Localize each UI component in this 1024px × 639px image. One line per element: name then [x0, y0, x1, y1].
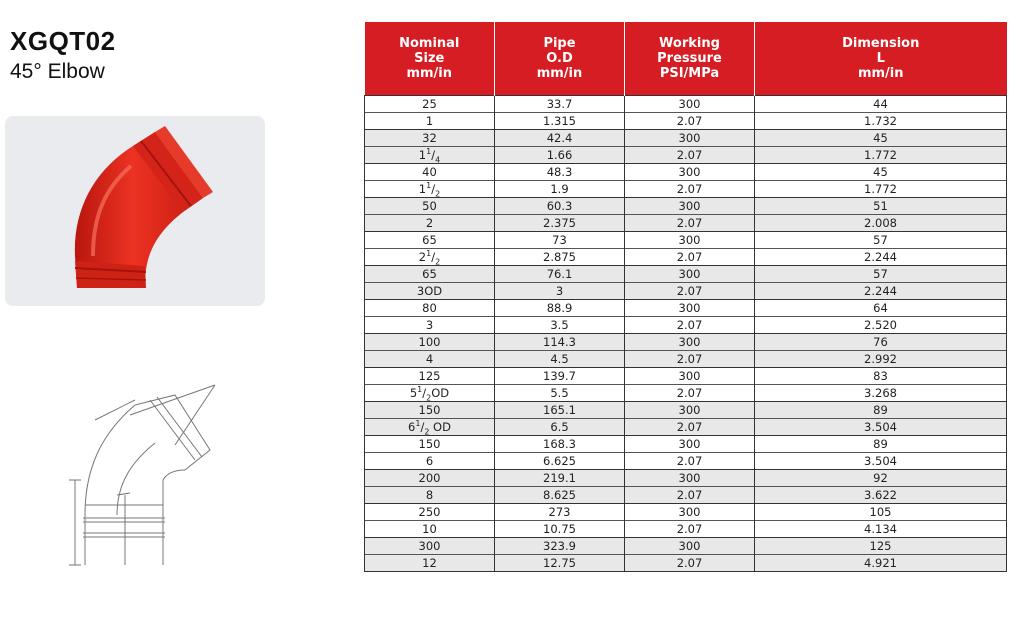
size-in — [365, 453, 494, 469]
header-line: L — [876, 51, 885, 66]
cell-pipe-od — [495, 368, 625, 402]
size-mm: 150 — [365, 436, 494, 453]
header-line: mm/in — [536, 66, 583, 81]
header-line: Nominal — [399, 36, 460, 51]
cell-pipe-od — [495, 538, 625, 572]
cell-nominal-size — [365, 334, 495, 368]
size-in-numerator: 1 — [426, 249, 432, 259]
size-in-denominator: 2 — [424, 427, 430, 437]
cell-working-pressure — [625, 164, 755, 198]
od-in: 8.625 — [543, 488, 576, 502]
header-line: O.D — [546, 51, 573, 66]
cell-nominal-size — [365, 402, 495, 436]
table-row — [365, 164, 1007, 198]
size-in-denominator: 2 — [435, 257, 441, 267]
size-in-numerator: 1 — [417, 385, 423, 395]
cell-pipe-od — [495, 334, 625, 368]
psi: 300 — [625, 402, 754, 419]
cell-dimension-l — [755, 266, 1007, 300]
mpa: 2.07 — [676, 216, 703, 230]
size-in-whole: 5 — [409, 386, 418, 400]
mpa: 2.07 — [676, 182, 703, 196]
mpa: 2.07 — [676, 556, 703, 570]
l-in: 1.732 — [864, 114, 897, 128]
fraction-slash: / — [420, 420, 425, 434]
size-mm: 100 — [365, 334, 494, 351]
cell-nominal-size — [365, 266, 495, 300]
size-in — [365, 385, 494, 401]
cell-working-pressure — [625, 198, 755, 232]
cell-pipe-od — [495, 266, 625, 300]
l-in: 2.520 — [864, 318, 897, 332]
psi: 300 — [625, 470, 754, 487]
table-body — [365, 96, 1007, 572]
cell-dimension-l — [755, 470, 1007, 504]
size-mm: 80 — [365, 300, 494, 317]
cell-nominal-size — [365, 504, 495, 538]
l-in: 2.992 — [864, 352, 897, 366]
size-in-numerator: 1 — [415, 419, 421, 429]
od-mm: 168.3 — [495, 436, 624, 453]
cell-dimension-l — [755, 300, 1007, 334]
cell-dimension-l — [755, 232, 1007, 266]
od-in: 3 — [555, 284, 564, 298]
od-in: 3.5 — [550, 318, 569, 332]
od-in: 2.375 — [543, 216, 576, 230]
cell-nominal-size — [365, 470, 495, 504]
od-mm: 73 — [495, 232, 624, 249]
cell-dimension-l — [755, 538, 1007, 572]
l-mm: 64 — [755, 300, 1006, 317]
cell-working-pressure — [625, 232, 755, 266]
cell-nominal-size — [365, 300, 495, 334]
cell-nominal-size — [365, 436, 495, 470]
l-mm: 51 — [755, 198, 1006, 215]
cell-working-pressure — [625, 96, 755, 130]
table-row — [365, 130, 1007, 164]
cell-dimension-l — [755, 402, 1007, 436]
fraction-slash: / — [431, 182, 436, 196]
cell-pipe-od — [495, 504, 625, 538]
mpa: 2.07 — [676, 522, 703, 536]
specification-table — [364, 22, 1007, 572]
table-row — [365, 300, 1007, 334]
od-in: 4.5 — [550, 352, 569, 366]
size-in — [365, 283, 494, 299]
table-row — [365, 232, 1007, 266]
psi: 300 — [625, 300, 754, 317]
table-row — [365, 402, 1007, 436]
l-mm: 76 — [755, 334, 1006, 351]
od-mm: 88.9 — [495, 300, 624, 317]
od-in: 1.315 — [543, 114, 576, 128]
size-in — [365, 419, 494, 435]
cell-pipe-od — [495, 470, 625, 504]
psi: 300 — [625, 198, 754, 215]
size-in-whole: 1 — [425, 114, 434, 128]
cell-pipe-od — [495, 198, 625, 232]
cell-working-pressure — [625, 300, 755, 334]
cell-pipe-od — [495, 130, 625, 164]
l-mm: 92 — [755, 470, 1006, 487]
size-mm: 40 — [365, 164, 494, 181]
size-mm: 150 — [365, 402, 494, 419]
size-mm: 25 — [365, 96, 494, 113]
od-in: 6.5 — [550, 420, 569, 434]
od-in: 2.875 — [543, 250, 576, 264]
size-in-whole: 2 — [425, 216, 434, 230]
od-mm: 60.3 — [495, 198, 624, 215]
size-mm: 65 — [365, 232, 494, 249]
l-mm: 57 — [755, 266, 1006, 283]
fraction-slash: / — [431, 250, 436, 264]
cell-dimension-l — [755, 504, 1007, 538]
mpa: 2.07 — [676, 352, 703, 366]
cell-dimension-l — [755, 96, 1007, 130]
size-in-whole: 1 — [418, 182, 427, 196]
elbow-dimension-drawing — [55, 375, 225, 575]
cell-working-pressure — [625, 538, 755, 572]
size-in — [365, 317, 494, 333]
size-in-whole: 4 — [425, 352, 434, 366]
size-in-whole: 3OD — [416, 284, 443, 298]
cell-working-pressure — [625, 368, 755, 402]
l-in: 2.244 — [864, 250, 897, 264]
cell-nominal-size — [365, 538, 495, 572]
size-in-denominator: 4 — [435, 155, 441, 165]
cell-nominal-size — [365, 164, 495, 198]
table-row — [365, 266, 1007, 300]
cell-nominal-size — [365, 368, 495, 402]
size-in-numerator: 1 — [426, 181, 432, 191]
red-elbow-photo — [5, 116, 265, 306]
l-in: 3.268 — [864, 386, 897, 400]
od-mm: 323.9 — [495, 538, 624, 555]
size-in-whole: 8 — [425, 488, 434, 502]
psi: 300 — [625, 538, 754, 555]
cell-working-pressure — [625, 334, 755, 368]
l-mm: 57 — [755, 232, 1006, 249]
cell-pipe-od — [495, 402, 625, 436]
header-line: mm/in — [857, 66, 904, 81]
size-in-whole: 3 — [425, 318, 434, 332]
cell-pipe-od — [495, 436, 625, 470]
size-in-suffix: OD — [431, 386, 450, 400]
size-in-suffix: OD — [429, 420, 451, 434]
size-mm: 125 — [365, 368, 494, 385]
l-in: 4.134 — [864, 522, 897, 536]
size-in — [365, 487, 494, 503]
cell-working-pressure — [625, 436, 755, 470]
size-in — [365, 215, 494, 231]
mpa: 2.07 — [676, 420, 703, 434]
cell-pipe-od — [495, 96, 625, 130]
l-in: 3.504 — [864, 420, 897, 434]
header-line: mm/in — [406, 66, 453, 81]
psi: 300 — [625, 96, 754, 113]
psi: 300 — [625, 368, 754, 385]
l-in: 3.504 — [864, 454, 897, 468]
cell-dimension-l — [755, 368, 1007, 402]
psi: 300 — [625, 266, 754, 283]
size-in — [365, 249, 494, 265]
cell-pipe-od — [495, 164, 625, 198]
size-in-whole: 6 — [425, 454, 434, 468]
cell-pipe-od — [495, 232, 625, 266]
header-line: Size — [414, 51, 445, 66]
cell-nominal-size — [365, 198, 495, 232]
cell-dimension-l — [755, 130, 1007, 164]
cell-working-pressure — [625, 266, 755, 300]
size-in-whole: 10 — [422, 522, 437, 536]
l-mm: 45 — [755, 130, 1006, 147]
l-mm: 83 — [755, 368, 1006, 385]
psi: 300 — [625, 504, 754, 521]
header-line: PSI/MPa — [659, 66, 720, 81]
psi: 300 — [625, 334, 754, 351]
size-mm: 65 — [365, 266, 494, 283]
mpa: 2.07 — [676, 318, 703, 332]
cell-pipe-od — [495, 300, 625, 334]
fraction-slash: / — [422, 386, 427, 400]
l-mm: 125 — [755, 538, 1006, 555]
mpa: 2.07 — [676, 454, 703, 468]
od-mm: 273 — [495, 504, 624, 521]
od-mm: 114.3 — [495, 334, 624, 351]
cell-nominal-size — [365, 232, 495, 266]
mpa: 2.07 — [676, 386, 703, 400]
cell-nominal-size — [365, 130, 495, 164]
table-row — [365, 96, 1007, 130]
size-mm: 200 — [365, 470, 494, 487]
mpa: 2.07 — [676, 250, 703, 264]
l-in: 2.008 — [864, 216, 897, 230]
psi: 300 — [625, 436, 754, 453]
od-in: 6.625 — [543, 454, 576, 468]
table-row — [365, 436, 1007, 470]
product-model: XGQT02 — [10, 26, 116, 56]
size-mm: 250 — [365, 504, 494, 521]
l-mm: 44 — [755, 96, 1006, 113]
od-mm: 33.7 — [495, 96, 624, 113]
size-in — [365, 555, 494, 571]
size-in-whole: 12 — [422, 556, 437, 570]
header-line: Working — [659, 36, 720, 51]
header-line: Pressure — [657, 51, 722, 66]
l-mm: 89 — [755, 402, 1006, 419]
mpa: 2.07 — [676, 148, 703, 162]
cell-working-pressure — [625, 402, 755, 436]
mpa: 2.07 — [676, 488, 703, 502]
od-in: 10.75 — [543, 522, 576, 536]
l-mm: 105 — [755, 504, 1006, 521]
size-in — [365, 147, 494, 163]
l-in: 3.622 — [864, 488, 897, 502]
od-mm: 42.4 — [495, 130, 624, 147]
l-in: 2.244 — [864, 284, 897, 298]
header-nominal-size — [365, 22, 495, 96]
od-mm: 165.1 — [495, 402, 624, 419]
cell-working-pressure — [625, 130, 755, 164]
size-in — [365, 181, 494, 197]
cell-dimension-l — [755, 198, 1007, 232]
cell-nominal-size — [365, 96, 495, 130]
mpa: 2.07 — [676, 284, 703, 298]
cell-dimension-l — [755, 436, 1007, 470]
header-pipe-od — [495, 22, 625, 96]
size-in-denominator: 2 — [435, 189, 441, 199]
size-mm: 32 — [365, 130, 494, 147]
table-row — [365, 538, 1007, 572]
size-in-denominator: 2 — [426, 393, 432, 403]
cell-working-pressure — [625, 504, 755, 538]
od-mm: 76.1 — [495, 266, 624, 283]
header-dimension-l — [755, 22, 1007, 96]
od-in: 5.5 — [550, 386, 569, 400]
size-mm: 300 — [365, 538, 494, 555]
mpa: 2.07 — [676, 114, 703, 128]
header-working-pressure — [625, 22, 755, 96]
fraction-slash: / — [431, 148, 436, 162]
size-in — [365, 113, 494, 129]
l-mm: 89 — [755, 436, 1006, 453]
cell-working-pressure — [625, 470, 755, 504]
psi: 300 — [625, 232, 754, 249]
size-mm: 50 — [365, 198, 494, 215]
l-in: 1.772 — [864, 182, 897, 196]
od-mm: 139.7 — [495, 368, 624, 385]
od-mm: 48.3 — [495, 164, 624, 181]
psi: 300 — [625, 164, 754, 181]
size-in-numerator: 1 — [426, 147, 432, 157]
l-in: 1.772 — [864, 148, 897, 162]
header-line: Dimension — [842, 36, 920, 51]
l-in: 4.921 — [864, 556, 897, 570]
table-row — [365, 198, 1007, 232]
table-row — [365, 470, 1007, 504]
od-mm: 219.1 — [495, 470, 624, 487]
l-mm: 45 — [755, 164, 1006, 181]
table-row — [365, 504, 1007, 538]
product-photo-card — [5, 116, 265, 306]
od-in: 1.9 — [550, 182, 569, 196]
psi: 300 — [625, 130, 754, 147]
table-header-row — [365, 22, 1007, 96]
size-in-whole: 1 — [418, 148, 427, 162]
size-in-whole: 2 — [418, 250, 427, 264]
size-in — [365, 351, 494, 367]
table-row — [365, 334, 1007, 368]
cell-dimension-l — [755, 334, 1007, 368]
header-line: Pipe — [543, 36, 576, 51]
od-in: 12.75 — [543, 556, 576, 570]
od-in: 1.66 — [546, 148, 573, 162]
product-name: 45° Elbow — [10, 60, 105, 83]
table-row — [365, 368, 1007, 402]
size-in-whole: 6 — [408, 420, 416, 434]
cell-dimension-l — [755, 164, 1007, 198]
size-in — [365, 521, 494, 537]
